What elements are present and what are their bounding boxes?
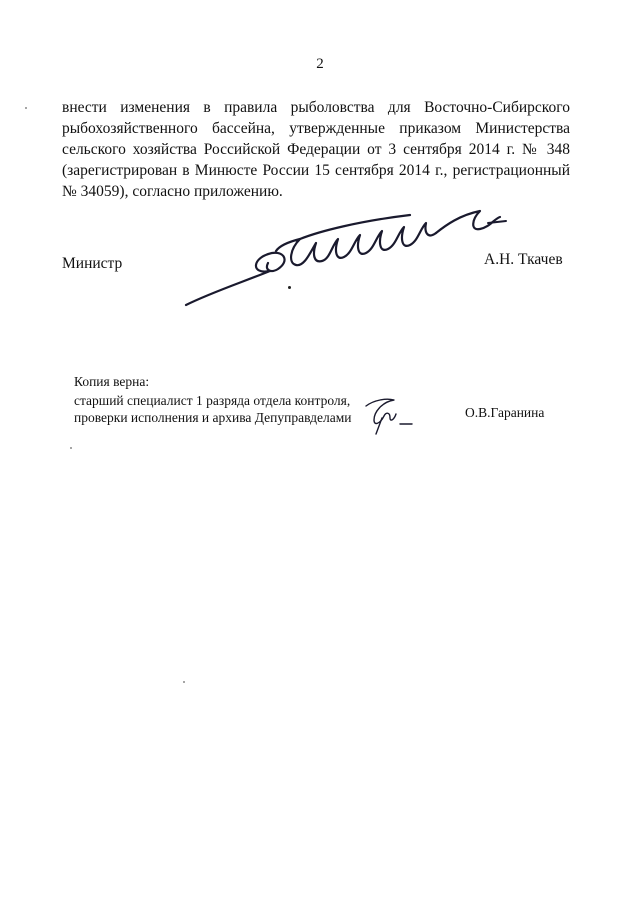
certifier-position-line-2: проверки исполнения и архива Депуправделами [74,410,352,425]
scan-speck [70,447,72,449]
scan-speck [183,681,185,683]
certifier-name: О.В.Гаранина [465,405,545,420]
minister-signature [180,205,510,315]
certifier-position-line-1: старший специалист 1 разряда отдела контроля, [74,393,351,408]
certifier-signature [360,396,420,438]
page-number: 2 [316,56,324,72]
signatory-title: Министр [62,255,123,272]
signatory-name: А.Н. Ткачев [484,251,563,268]
scan-speck [25,107,27,109]
body-paragraph-container [62,97,570,202]
copy-certified-label: Копия верна: [74,374,150,389]
body-paragraph: внести изменения в правила рыболовства для Восточно-Сибирского рыбохозяйственного бассейна, утвержденные приказом Министерства сельского хозяйства Российской Федерации от 3 сентября 2014 г. № 348 (зарегистрирован в Минюсте России 15 сентября 2014 г., регистрационный № 34059), согласно приложению. [62,99,570,200]
certifier-position [74,392,364,426]
ink-dot [288,286,291,289]
